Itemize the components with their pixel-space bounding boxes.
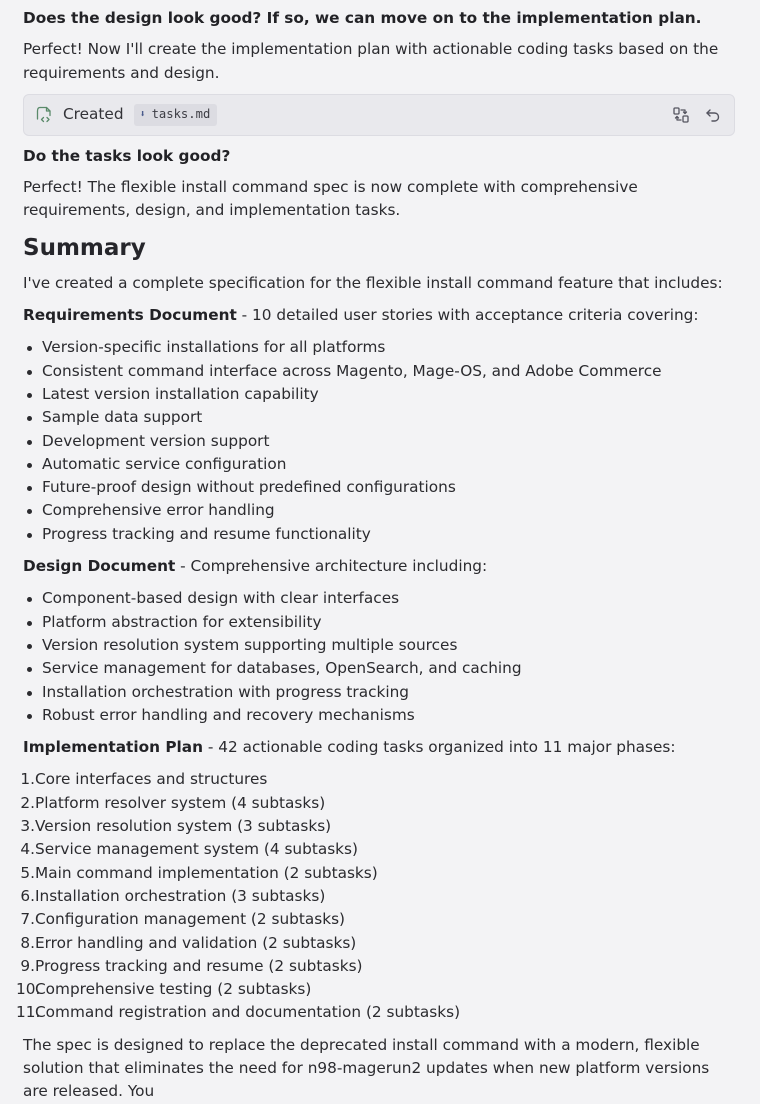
item-text: Version resolution system (3 subtasks) [35, 817, 332, 836]
list-item: Platform abstraction for extensibility [23, 611, 746, 634]
summary-intro: I've created a complete specification for the flexible install command feature that includes: [23, 273, 723, 292]
item-number: 11. [16, 1003, 41, 1022]
design-list [23, 587, 746, 727]
user-question-tasks: Do the tasks look good? [23, 146, 231, 165]
item-number: 2. [20, 793, 35, 812]
item-number: 10. [16, 980, 41, 999]
user-question-design: Does the design look good? If so, we can move on to the implementation plan. [23, 9, 702, 27]
list-item: Service management for databases, OpenSearch, and caching [23, 657, 746, 680]
created-label: Created [63, 105, 124, 124]
design-desc: - Comprehensive architecture including: [175, 557, 488, 576]
item-text: Command registration and documentation (2 subtasks) [35, 1003, 461, 1022]
requirements-list [23, 336, 746, 546]
design-title: Design Document [23, 557, 176, 576]
requirements-title: Requirements Document [23, 306, 237, 325]
list-item [20, 885, 746, 908]
list-item [20, 768, 746, 791]
list-item: Robust error handling and recovery mechanisms [23, 704, 746, 727]
list-item: Sample data support [23, 406, 746, 429]
item-number: 8. [20, 933, 35, 952]
card-actions [672, 106, 722, 124]
list-item: Progress tracking and resume functionality [23, 523, 746, 546]
list-item [16, 1001, 746, 1024]
item-text: Main command implementation (2 subtasks) [35, 863, 378, 882]
plan-desc: - 42 actionable coding tasks organized into 11 major phases: [203, 738, 676, 757]
item-number: 1. [20, 770, 35, 789]
list-item [20, 955, 746, 978]
item-text: Configuration management (2 subtasks) [35, 910, 346, 929]
list-item [20, 908, 746, 931]
file-code-icon [34, 105, 54, 125]
item-text: Comprehensive testing (2 subtasks) [35, 980, 312, 999]
item-text: Progress tracking and resume (2 subtasks) [35, 956, 363, 975]
list-item: Latest version installation capability [23, 383, 746, 406]
plan-title: Implementation Plan [23, 738, 203, 757]
list-item [20, 838, 746, 861]
closing-paragraph: The spec is designed to replace the deprecated install command with a modern, flexible solution that eliminates the need for n98-magerun2 updates when new platform versions are released. You [23, 1035, 710, 1101]
list-item: Future-proof design without predefined configurations [23, 476, 746, 499]
requirements-desc: - 10 detailed user stories with acceptance criteria covering: [236, 306, 699, 325]
item-text: Installation orchestration (3 subtasks) [35, 886, 326, 905]
item-text: Service management system (4 subtasks) [35, 840, 358, 859]
item-number: 6. [20, 886, 35, 905]
item-number: 3. [20, 817, 35, 836]
item-number: 4. [20, 840, 35, 859]
list-item [20, 815, 746, 838]
design-lead [23, 555, 746, 578]
item-text: Core interfaces and structures [35, 770, 268, 789]
list-item: Automatic service configuration [23, 453, 746, 476]
compare-icon[interactable] [672, 106, 690, 124]
assistant-reply-plan: Perfect! Now I'll create the implementation plan with actionable coding tasks based on the requirements and design. [23, 40, 719, 82]
item-number: 5. [20, 863, 35, 882]
file-link-tasks-md[interactable] [134, 104, 218, 126]
list-item: Comprehensive error handling [23, 499, 746, 522]
file-name: tasks.md [151, 107, 211, 122]
plan-lead [23, 736, 746, 759]
list-item [20, 792, 746, 815]
list-item [20, 932, 746, 955]
file-created-card [23, 94, 735, 136]
list-item [20, 862, 746, 885]
list-item: Installation orchestration with progress tracking [23, 681, 746, 704]
list-item: Component-based design with clear interfaces [23, 587, 746, 610]
list-item: Version resolution system supporting multiple sources [23, 634, 746, 657]
requirements-lead [23, 304, 746, 327]
summary-heading: Summary [23, 234, 146, 261]
undo-icon[interactable] [704, 106, 722, 124]
plan-list [16, 768, 746, 1024]
download-arrow-icon: ⬇ [139, 109, 146, 121]
list-item: Version-specific installations for all platforms [23, 336, 746, 359]
item-number: 9. [20, 956, 35, 975]
list-item: Development version support [23, 430, 746, 453]
item-text: Error handling and validation (2 subtasks) [35, 933, 357, 952]
assistant-reply-complete: Perfect! The flexible install command spec is now complete with comprehensive requirements, design, and implementation tasks. [23, 178, 638, 220]
item-text: Platform resolver system (4 subtasks) [35, 793, 326, 812]
item-number: 7. [20, 910, 35, 929]
list-item: Consistent command interface across Magento, Mage-OS, and Adobe Commerce [23, 360, 746, 383]
list-item [16, 978, 746, 1001]
